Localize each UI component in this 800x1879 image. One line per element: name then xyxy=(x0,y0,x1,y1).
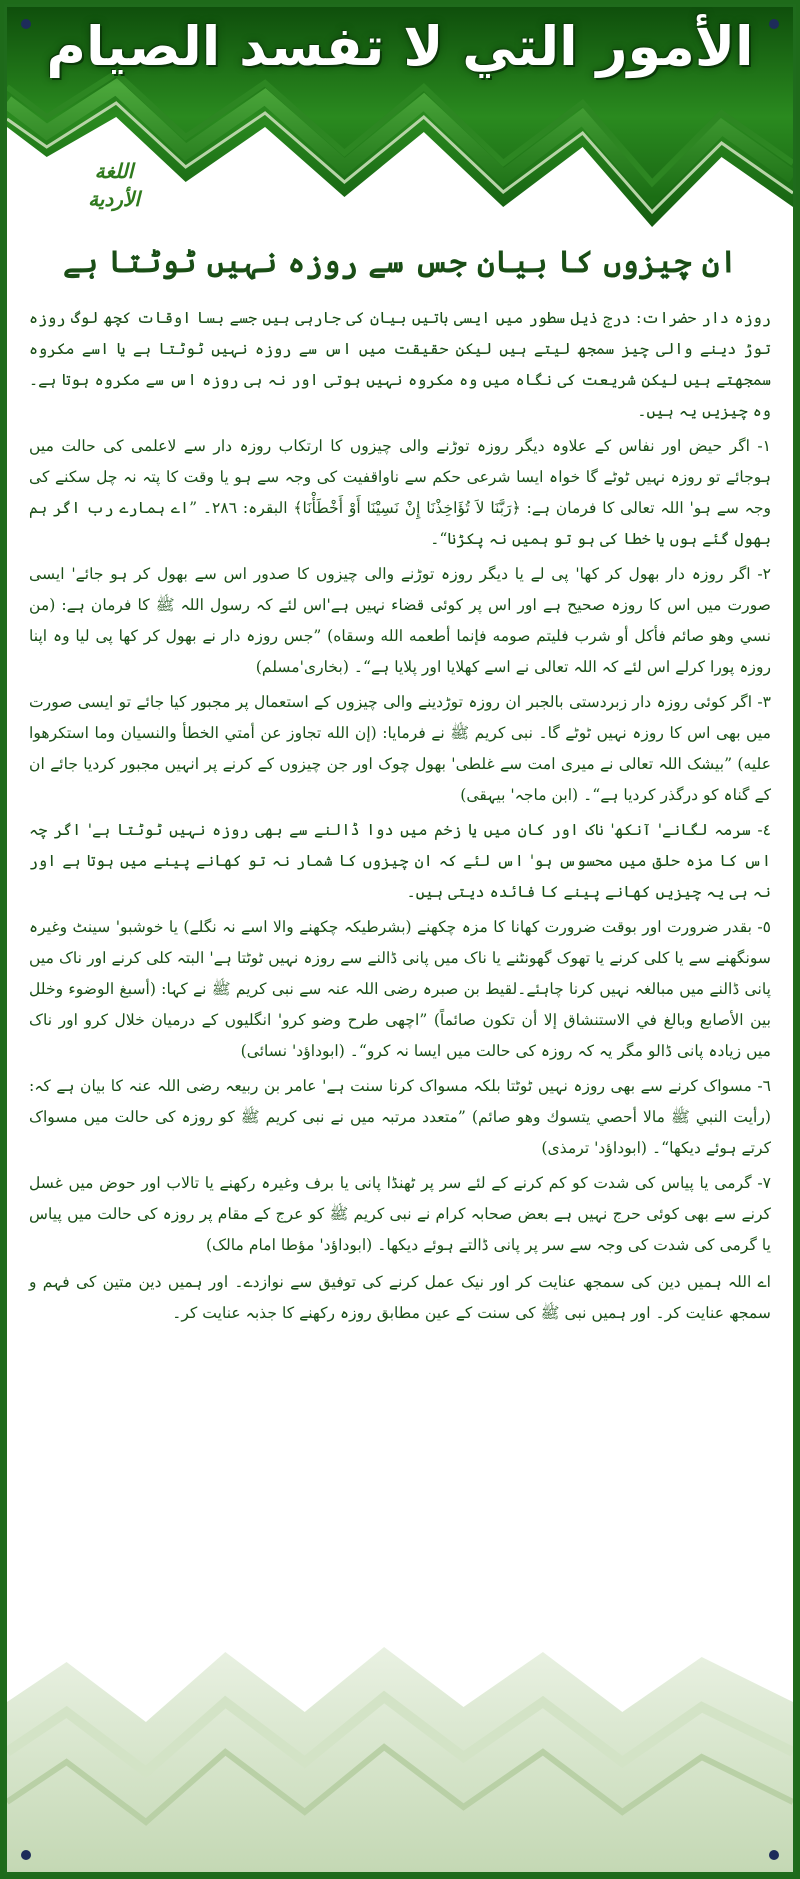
corner-dot-top-left xyxy=(21,19,31,29)
paragraph-2: ٢- اگر روزہ دار بھول کر کھا' پی لے یا دیگر روزہ توڑنے والی چیزوں کا صدور اس سے بھول کر ہو جائے' ایسی صورت میں اس کا روزہ صحیح ہے اور اس پر کوئی قضاء نہیں ہے'اس لئے کہ رسول اللہ ﷺ کا فرمان ہے: (من نسي وهو صائم فأكل أو شرب فليتم صومه فإنما أطعمه الله وسقاه) ”جس روزہ دار نے بھول کر کھا پی لیا وہ اپنا روزہ پورا کرلے اس لئے کہ اللہ تعالی نے اسے کھلایا اور پلایا ہے“۔ (بخاری'مسلم) xyxy=(29,565,771,676)
language-label xyxy=(69,157,159,213)
paragraph-7: ٧- گرمی یا پیاس کی شدت کو کم کرنے کے لئے سر پر ٹھنڈا پانی یا برف وغیرہ رکھنے یا تالاب اور حوض میں غسل کرنے سے بھی کوئی حرج نہیں ہے بعض صحابہ کرام نے نبی کریم ﷺ کو عرج کے مقام پر روزہ کی حالت میں پیاس یا گرمی کی شدت کی وجہ سے سر پر پانی ڈالتے ہوئے دیکھا۔ (ابوداؤد' مؤطا امام مالک) xyxy=(29,1174,771,1254)
paragraph-6: ٦- مسواک کرنے سے بھی روزہ نہیں ٹوٹتا بلکہ مسواک کرنا سنت ہے' عامر بن ربیعہ رضی اللہ عنہ کا بیان ہے کہ: (رأيت النبي ﷺ مالا أحصي يتسوك وهو صائم) ”متعدد مرتبہ میں نے نبی کریم ﷺ کو روزہ کی حالت میں مسواک کرتے ہوئے دیکھا“۔ (ابوداؤد' ترمذی) xyxy=(29,1077,771,1157)
poster xyxy=(4,4,796,1875)
language-label-line1: اللغة xyxy=(94,159,134,183)
corner-dot-top-right xyxy=(769,19,779,29)
paragraph-5: ٥- بقدر ضرورت اور بوقت ضرورت کھانا کا مزہ چکھنے (بشرطیکہ چکھنے والا اسے نہ نگلے) یا خوشبو' سینٹ وغیرہ سونگھنے سے یا کلی کرنے یا تھوک گھونٹنے یا ناک میں پانی ڈالنے سے روزہ نہیں ٹوٹتا ہے' البتہ کلی کرنے اور ناک میں پانی ڈالنے میں مبالغہ نہیں کرنا چاہئے۔لقیط بن صبرہ رضی اللہ عنہ سے نبی کریم ﷺ نے کہا: (أسبغ الوضوء وخلل بين الأصابع وبالغ في الاستنشاق إلا أن تكون صائماً) ”اچھی طرح وضو کرو' انگلیوں کے درمیان خلال کرو اور ناک میں زیادہ پانی ڈالو مگر یہ کہ روزہ کی حالت میں ایسا نہ کرو“۔ (ابوداؤد' نسائی) xyxy=(29,918,771,1060)
paragraph-1: ١- اگر حیض اور نفاس کے علاوہ دیگر روزہ توڑنے والی چیزوں کا ارتکاب روزہ دار سے لاعلمی کی حالت میں ہوجائے تو روزہ نہیں ٹوٹے گا خواہ ایسا شرعی حکم سے ناواقفیت کی وجہ سے ہو یا وقت کا پتہ نہ چل سکنے کی وجہ سے ہو' اللہ تعالی کا فرمان ہے: ﴿رَبَّنَا لاَ تُؤَاخِذْنَا إِنْ نَسِيْنَا أَوْ أَخْطَأْنَا﴾ البقرہ: ٢٨٦۔ ”اے ہمارے رب اگر ہم بھول گئے ہوں یا خطا کی ہو تو ہمیں نہ پکڑنا“۔ xyxy=(29,437,771,548)
corner-dot-bottom-left xyxy=(21,1850,31,1860)
page-title: الأمور التي لا تفسد الصيام xyxy=(46,15,754,78)
language-label-line2: الأردية xyxy=(88,187,140,211)
corner-dot-bottom-right xyxy=(769,1850,779,1860)
paragraph-3: ٣- اگر کوئی روزہ دار زبردستی بالجبر ان روزہ توڑدینے والی چیزوں کے استعمال پر مجبور کیا جائے تو ایسی صورت میں بھی اس کا روزہ نہیں ٹوٹے گا۔ نبی کریم ﷺ نے فرمایا: (إن الله تجاوز عن أمتي الخطأ والنسيان وما استكرهوا عليه) ”بیشک اللہ تعالی نے میری امت سے غلطی' بھول چوک اور جن چیزوں کے کرنے پر انہیں مجبور کردیا جائے ان کے گناہ کو درگذر کردیا ہے“۔ (ابن ماجہ' بیہقی) xyxy=(29,693,771,804)
footer-banner xyxy=(7,1642,793,1872)
paragraph-4: ٤- سرمہ لگانے' آنکھ' ناک اور کان میں یا زخم میں دوا ڈالنے سے بھی روزہ نہیں ٹوٹتا ہے' اگر چہ اس کا مزہ حلق میں محسوس ہو' اس لئے کہ ان چیزوں کا شمار نہ تو کھانے پینے میں ہوتا ہے اور نہ ہی یہ چیزیں کھانے پینے کا فائدہ دیتی ہیں۔ xyxy=(29,821,771,901)
article-subtitle: ان چیزوں کا بیان جس سے روزہ نہیں ٹوٹتا ہے xyxy=(62,245,738,280)
article-body xyxy=(29,303,771,1333)
paragraph-intro: روزہ دار حضرات: درج ذیل سطور میں ایسی باتیں بیان کی جارہی ہیں جسے بسا اوقات کچھ لوگ روزہ توڑ دینے والی چیز سمجھ لیتے ہیں لیکن حقیقت میں اس سے روزہ نہیں ٹوٹتا ہے یا اسے مکروہ سمجھتے ہیں لیکن شریعت کی نگاہ میں وہ مکروہ نہیں ہوتی اور نہ ہی روزہ اس سے مکروہ ہوتا ہے۔وہ چیزیں یہ ہیں۔ xyxy=(29,309,771,420)
closing-prayer: اے اللہ ہمیں دین کی سمجھ عنایت کر اور نیک عمل کرنے کی توفیق سے نوازدے۔ اور ہمیں دین متین کی فہم و سمجھ عنایت کر۔ اور ہمیں نبی ﷺ کی سنت کے عین مطابق روزہ رکھنے کا جذبہ عنایت کر۔ xyxy=(29,1273,771,1322)
